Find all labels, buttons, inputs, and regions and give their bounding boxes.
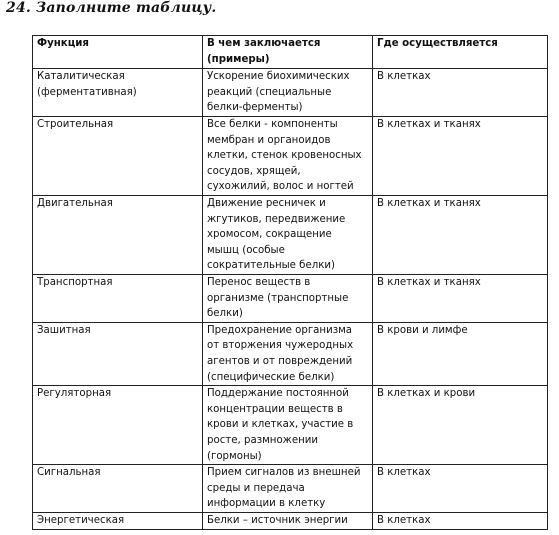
function-cell: Строительная (33, 117, 203, 196)
function-cell: Транспортная (33, 275, 203, 323)
description-cell: Все белки - компоненты мембран и органоидов клетки, стенок кровеносных сосудов, хрящей, сухожилий, волос и ногтей (203, 117, 373, 196)
location-cell: В клетках и тканях (373, 117, 548, 196)
function-cell: Каталитическая (ферментативная) (33, 69, 203, 117)
task-title: 24. Заполните таблицу. (6, 0, 217, 16)
table-row (33, 322, 548, 385)
location-cell: В клетках и тканях (373, 275, 548, 323)
description-cell: Прием сигналов из внешней среды и передача информации в клетку (203, 465, 373, 513)
location-cell: В клетках и тканях (373, 196, 548, 275)
header-location: Где осуществляется (373, 36, 548, 69)
table-row (33, 117, 548, 196)
function-cell: Зашитная (33, 322, 203, 385)
description-cell: Поддержание постоянной концентрации веществ в крови и клетках, участие в росте, размножении (гормоны) (203, 386, 373, 465)
proteins-functions-table (32, 35, 548, 530)
description-cell: Белки – источник энергии (203, 513, 373, 530)
header-description: В чем заключается (примеры) (203, 36, 373, 69)
description-cell: Ускорение биохимических реакций (специальные белки-ферменты) (203, 69, 373, 117)
table-row (33, 275, 548, 323)
location-cell: В клетках (373, 465, 548, 513)
description-cell: Предохранение организма от вторжения чужеродных агентов и от повреждений (специфические белки) (203, 322, 373, 385)
function-cell: Двигательная (33, 196, 203, 275)
description-cell: Перенос веществ в организме (транспортные белки) (203, 275, 373, 323)
location-cell: В клетках (373, 513, 548, 530)
description-cell: Движение ресничек и жгутиков, передвижение хромосом, сокращение мышц (особые сократительные белки) (203, 196, 373, 275)
table-row (33, 196, 548, 275)
table-row (33, 386, 548, 465)
table-row (33, 69, 548, 117)
location-cell: В клетках и крови (373, 386, 548, 465)
function-cell: Энергетическая (33, 513, 203, 530)
table-header-row (33, 36, 548, 69)
function-cell: Сигнальная (33, 465, 203, 513)
location-cell: В клетках (373, 69, 548, 117)
table-row (33, 513, 548, 530)
location-cell: В крови и лимфе (373, 322, 548, 385)
function-cell: Регуляторная (33, 386, 203, 465)
header-function: Функция (33, 36, 203, 69)
table-row (33, 465, 548, 513)
